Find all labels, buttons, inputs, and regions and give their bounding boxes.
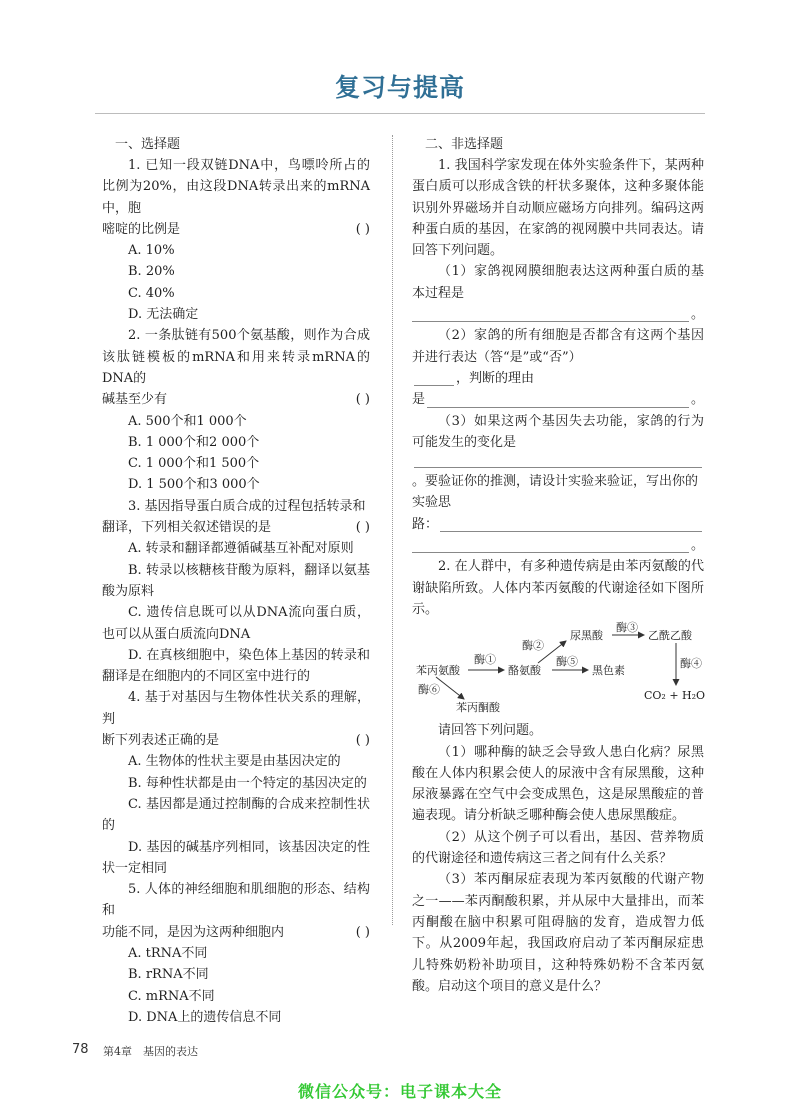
page-title: 复习与提高 xyxy=(334,73,465,102)
option: D. 无法确定 xyxy=(128,307,199,323)
label-enzyme-2: 酶② xyxy=(522,639,544,653)
option: D. 基因的碱基序列相同，该基因决定的性状一定相同 xyxy=(102,839,370,876)
question-stem-end: 翻译，下列相关叙述错误的是 xyxy=(102,520,272,536)
sub-question-1: （1）哪种酶的缺乏会导致人患白化病？尿黑酸在人体内积累会使人的尿液中含有尿黑酸，这种尿液暴露在空气中会变成黑色，这是尿黑酸症的普遍表现。请分析缺乏哪种酶会使人患尿黑酸症。 xyxy=(412,744,704,824)
answer-blank: ，判断的理由 xyxy=(412,368,704,389)
section-title-open: 二、非选择题 xyxy=(425,137,504,152)
option: B. 1 000个和2 000个 xyxy=(128,434,260,450)
answer-blank: 是 。 xyxy=(412,392,704,408)
label-enzyme-1: 酶① xyxy=(474,653,496,667)
answer-blank xyxy=(412,453,704,471)
label-melanin: 黑色素 xyxy=(592,664,625,678)
option: C. 基因都是通过控制酶的合成来控制性状的 xyxy=(102,796,370,834)
option: C. 1 000个和1 500个 xyxy=(128,456,260,472)
question-2 xyxy=(102,325,370,495)
question-stem: 2. 在人群中，有多种遗传病是由苯丙氨酸的代谢缺陷所致。人体内苯丙氨酸的代谢途径如下图所示。 xyxy=(412,559,704,617)
question-stem: 5. 人体的神经细胞和肌细胞的形态、结构和 xyxy=(102,882,370,919)
option: C. 40% xyxy=(128,285,175,301)
label-enzyme-6: 酶⑥ xyxy=(418,683,440,697)
question-stem-end: 断下列表述正确的是 xyxy=(102,733,220,749)
sub-question-3-cont: 。要验证你的推测，请设计实验来验证，写出你的实验思 xyxy=(412,474,699,511)
option: A. tRNA不同 xyxy=(128,945,208,961)
question-1 xyxy=(102,155,370,325)
question-stem: 3. 基因指导蛋白质合成的过程包括转录和 xyxy=(128,498,366,514)
sub-question-2: （2）从这个例子可以看出，基因、营养物质的代谢途径和遗传病这三者之间有什么关系？ xyxy=(412,829,704,867)
left-column xyxy=(102,135,370,1028)
watermark-text: 微信公众号：电子课本大全 xyxy=(297,1082,502,1101)
option: D. 在真核细胞中，染色体上基因的转录和翻译是在细胞内的不同区室中进行的 xyxy=(102,647,370,685)
question-open-2 xyxy=(412,556,704,997)
option: A. 500个和1 000个 xyxy=(128,413,247,429)
question-stem: 4. 基于对基因与生物体性状关系的理解，判 xyxy=(102,690,370,727)
sub-question-2: （2）家鸽的所有细胞是否都含有这两个基因并进行表达（答“是”或“否”） xyxy=(412,328,704,365)
answer-paren: ( ) xyxy=(355,520,370,536)
option: B. rRNA不同 xyxy=(128,967,209,983)
answer-blank: 。 xyxy=(412,535,704,556)
question-open-1 xyxy=(412,155,704,556)
option: D. 1 500个和3 000个 xyxy=(128,477,260,493)
option: B. 20% xyxy=(128,264,175,280)
label-tyrosine: 酪氨酸 xyxy=(508,664,541,678)
column-divider xyxy=(392,135,393,925)
label-phenylpyruvic-acid: 苯丙酮酸 xyxy=(456,701,500,715)
label-enzyme-4: 酶④ xyxy=(680,657,702,671)
question-ask: 请回答下列问题。 xyxy=(438,723,543,739)
option: B. 转录以核糖核苷酸为原料，翻译以氨基酸为原料 xyxy=(102,562,370,599)
sub-question-3: （3）如果这两个基因失去功能，家鸽的行为可能发生的变化是 xyxy=(412,413,704,450)
label-acetoacetic-acid: 乙酰乙酸 xyxy=(648,629,692,643)
chapter-label: 第4章 基因的表达 xyxy=(103,1045,198,1058)
question-stem-end: 碱基至少有 xyxy=(102,392,168,408)
metabolic-pathway-diagram xyxy=(412,621,706,717)
label-co2-h2o: CO₂ + H₂O xyxy=(644,689,706,703)
option: A. 10% xyxy=(128,243,175,259)
answer-blank: 路： xyxy=(412,514,704,535)
option: D. DNA上的遗传信息不同 xyxy=(128,1009,282,1025)
question-3 xyxy=(102,496,370,688)
arrow-enzyme-6 xyxy=(436,677,464,699)
question-stem: 1. 已知一段双链DNA中，鸟嘌呤所占的比例为20%，由这段DNA转录出来的mRNA中，胞 xyxy=(102,158,370,216)
question-stem: 2. 一条肽链有500个氨基酸，则作为合成该肽链模板的mRNA和用来转录mRNA的DNA的 xyxy=(102,328,370,386)
label-enzyme-5: 酶⑤ xyxy=(556,655,578,669)
question-4 xyxy=(102,687,370,879)
option: A. 生物体的性状主要是由基因决定的 xyxy=(128,754,341,770)
option: A. 转录和翻译都遵循碱基互补配对原则 xyxy=(128,541,354,557)
question-stem: 1. 我国科学家发现在体外实验条件下，某两种蛋白质可以形成含铁的杆状多聚体，这种多聚体能识别外界磁场并自动顺应磁场方向排列。编码这两种蛋白质的基因，在家鸽的视网膜中共同表达。请回答下列问题。 xyxy=(412,158,704,259)
option: B. 每种性状都是由一个特定的基因决定的 xyxy=(128,775,367,791)
right-column xyxy=(412,135,704,997)
answer-blank: 。 xyxy=(412,304,704,325)
option: C. mRNA不同 xyxy=(128,988,215,1004)
sub-question-3: （3）苯丙酮尿症表现为苯丙氨酸的代谢产物之一——苯丙酮酸积累，并从尿中大量排出，而苯丙酮酸在脑中积累可阻碍脑的发育，造成智力低下。从2009年起，我国政府启动了苯丙酮尿症患儿特殊奶粉补助项目，这种特殊奶粉不含苯丙氨酸。启动这个项目的意义是什么？ xyxy=(412,872,704,994)
answer-paren: ( ) xyxy=(355,392,370,408)
question-stem-end: 嘧啶的比例是 xyxy=(102,221,181,237)
option: C. 遗传信息既可以从DNA流向蛋白质，也可以从蛋白质流向DNA xyxy=(102,605,370,642)
answer-paren: ( ) xyxy=(355,733,370,749)
title-rule xyxy=(95,113,705,114)
sub-question-1: （1）家鸽视网膜细胞表达这两种蛋白质的基本过程是 xyxy=(412,264,704,301)
page-number: 78 xyxy=(72,1042,89,1057)
section-title-choice: 一、选择题 xyxy=(115,137,181,152)
question-stem-end: 功能不同，是因为这两种细胞内 xyxy=(102,924,285,940)
answer-paren: ( ) xyxy=(355,924,370,940)
question-5 xyxy=(102,879,370,1028)
label-enzyme-3: 酶③ xyxy=(616,621,638,635)
label-phenylalanine: 苯丙氨酸 xyxy=(416,664,460,678)
label-homogentisic-acid: 尿黑酸 xyxy=(570,629,603,643)
answer-paren: ( ) xyxy=(355,221,370,237)
